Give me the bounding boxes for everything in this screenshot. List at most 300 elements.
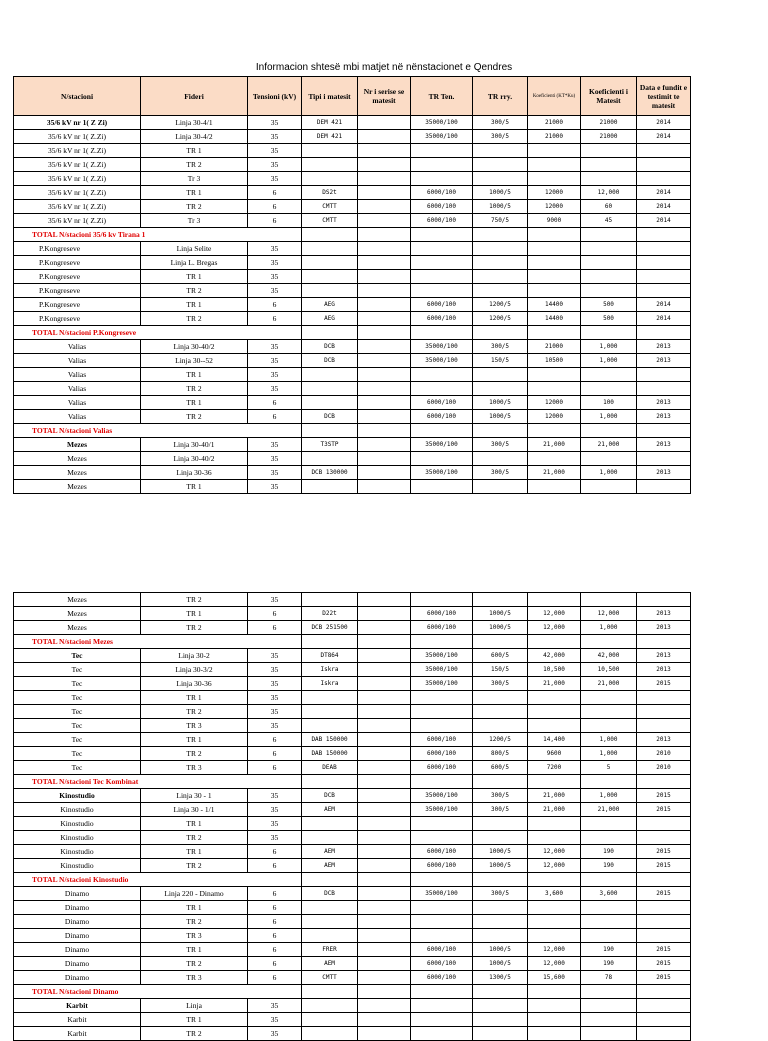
- total-empty-cell: [528, 326, 581, 340]
- cell-tipi-matesit: [302, 396, 358, 410]
- cell-tr-rry: [473, 172, 528, 186]
- cell-nr-serise: [358, 803, 411, 817]
- cell-koeficienti-matesit: 190: [581, 943, 637, 957]
- cell-nstacioni: Valias: [14, 368, 141, 382]
- total-empty-cell: [528, 424, 581, 438]
- cell-koeficienti: 42,000: [528, 649, 581, 663]
- cell-tr-ten: 6000/100: [411, 943, 473, 957]
- cell-koeficienti: 12,000: [528, 845, 581, 859]
- cell-tipi-matesit: [302, 270, 358, 284]
- header-row: [14, 77, 691, 116]
- cell-tr-rry: 1000/5: [473, 410, 528, 424]
- cell-tensioni: 6: [248, 971, 302, 985]
- cell-tr-rry: [473, 817, 528, 831]
- cell-tr-rry: 300/5: [473, 789, 528, 803]
- cell-tr-rry: [473, 452, 528, 466]
- cell-fideri: TR 2: [141, 312, 248, 326]
- cell-tipi-matesit: AEM: [302, 859, 358, 873]
- cell-nstacioni: Valias: [14, 410, 141, 424]
- cell-tr-ten: [411, 172, 473, 186]
- cell-tr-ten: 6000/100: [411, 733, 473, 747]
- cell-tensioni: 35: [248, 116, 302, 130]
- cell-nr-serise: [358, 256, 411, 270]
- header-data-testimit: Data e fundit e testimit te matesit: [637, 77, 691, 116]
- cell-tr-rry: [473, 901, 528, 915]
- table-row: [14, 957, 691, 971]
- cell-tr-rry: 300/5: [473, 340, 528, 354]
- total-empty-cell: [302, 985, 358, 999]
- cell-koeficienti: 12000: [528, 396, 581, 410]
- cell-koeficienti-matesit: 1,000: [581, 340, 637, 354]
- cell-koeficienti-matesit: 5: [581, 761, 637, 775]
- cell-fideri: TR 2: [141, 859, 248, 873]
- cell-nstacioni: P.Kongreseve: [14, 270, 141, 284]
- table-row: [14, 256, 691, 270]
- cell-koeficienti-matesit: 21000: [581, 116, 637, 130]
- cell-fideri: TR 2: [141, 747, 248, 761]
- cell-tr-rry: 1200/5: [473, 298, 528, 312]
- header-nstacioni: N/stacioni: [14, 77, 141, 116]
- cell-tensioni: 6: [248, 298, 302, 312]
- cell-nstacioni: Mezes: [14, 607, 141, 621]
- cell-tr-ten: [411, 593, 473, 607]
- cell-nr-serise: [358, 929, 411, 943]
- cell-tr-rry: [473, 1013, 528, 1027]
- cell-nstacioni: Tec: [14, 663, 141, 677]
- table-row: [14, 943, 691, 957]
- cell-koeficienti-matesit: [581, 901, 637, 915]
- cell-tr-ten: [411, 929, 473, 943]
- cell-tr-rry: 300/5: [473, 887, 528, 901]
- cell-koeficienti: 15,600: [528, 971, 581, 985]
- total-label: TOTAL N/stacioni 35/6 kv Tirana 1: [14, 228, 302, 242]
- cell-nr-serise: [358, 999, 411, 1013]
- total-empty-cell: [473, 424, 528, 438]
- cell-koeficienti: [528, 270, 581, 284]
- cell-fideri: TR 1: [141, 943, 248, 957]
- cell-nr-serise: [358, 410, 411, 424]
- cell-fideri: Linja 30 - 1: [141, 789, 248, 803]
- cell-nr-serise: [358, 607, 411, 621]
- cell-data-testimit: [637, 144, 691, 158]
- cell-koeficienti-matesit: 1,000: [581, 621, 637, 635]
- cell-data-testimit: 2015: [637, 859, 691, 873]
- cell-tensioni: 35: [248, 803, 302, 817]
- total-empty-cell: [637, 985, 691, 999]
- cell-koeficienti-matesit: [581, 1027, 637, 1041]
- cell-tipi-matesit: DEAB: [302, 761, 358, 775]
- total-empty-cell: [473, 985, 528, 999]
- cell-fideri: Linja 30-40/2: [141, 340, 248, 354]
- cell-koeficienti: 14400: [528, 298, 581, 312]
- total-empty-cell: [411, 326, 473, 340]
- cell-tr-ten: 6000/100: [411, 761, 473, 775]
- cell-koeficienti-matesit: [581, 452, 637, 466]
- cell-tensioni: 35: [248, 368, 302, 382]
- table-row: [14, 130, 691, 144]
- cell-tensioni: 35: [248, 677, 302, 691]
- cell-tr-rry: 300/5: [473, 130, 528, 144]
- cell-data-testimit: 2013: [637, 410, 691, 424]
- cell-fideri: TR 2: [141, 593, 248, 607]
- cell-tipi-matesit: DCB: [302, 410, 358, 424]
- cell-tensioni: 6: [248, 901, 302, 915]
- cell-tensioni: 35: [248, 354, 302, 368]
- total-empty-cell: [581, 228, 637, 242]
- table-row: [14, 971, 691, 985]
- cell-nstacioni: 35/6 kV nr 1( Z.Zi): [14, 158, 141, 172]
- cell-nr-serise: [358, 677, 411, 691]
- cell-data-testimit: [637, 1027, 691, 1041]
- cell-koeficienti-matesit: [581, 144, 637, 158]
- cell-tensioni: 35: [248, 649, 302, 663]
- cell-tr-ten: [411, 452, 473, 466]
- cell-tr-ten: [411, 999, 473, 1013]
- cell-tr-ten: 35000/100: [411, 803, 473, 817]
- cell-tensioni: 6: [248, 200, 302, 214]
- cell-tr-ten: 35000/100: [411, 116, 473, 130]
- cell-data-testimit: [637, 831, 691, 845]
- cell-koeficienti-matesit: 190: [581, 845, 637, 859]
- table-row: [14, 312, 691, 326]
- cell-koeficienti-matesit: 78: [581, 971, 637, 985]
- cell-nr-serise: [358, 368, 411, 382]
- cell-nstacioni: 35/6 kV nr 1( Z Zi): [14, 116, 141, 130]
- cell-tensioni: 6: [248, 859, 302, 873]
- cell-tipi-matesit: [302, 172, 358, 186]
- cell-data-testimit: [637, 593, 691, 607]
- cell-tr-rry: [473, 691, 528, 705]
- cell-koeficienti-matesit: [581, 817, 637, 831]
- cell-tr-ten: 6000/100: [411, 621, 473, 635]
- cell-koeficienti-matesit: 190: [581, 957, 637, 971]
- table-row: [14, 158, 691, 172]
- cell-koeficienti: 21,000: [528, 789, 581, 803]
- cell-nr-serise: [358, 733, 411, 747]
- cell-nstacioni: P.Kongreseve: [14, 284, 141, 298]
- cell-tensioni: 6: [248, 396, 302, 410]
- cell-tensioni: 6: [248, 312, 302, 326]
- cell-nstacioni: 35/6 kV nr 1( Z.Zi): [14, 186, 141, 200]
- cell-fideri: TR 1: [141, 691, 248, 705]
- cell-nstacioni: Tec: [14, 691, 141, 705]
- cell-tensioni: 6: [248, 887, 302, 901]
- table-row: [14, 817, 691, 831]
- cell-koeficienti-matesit: 21,000: [581, 677, 637, 691]
- cell-tensioni: 35: [248, 1013, 302, 1027]
- cell-tensioni: 6: [248, 607, 302, 621]
- cell-tipi-matesit: AEM: [302, 845, 358, 859]
- table-row: [14, 396, 691, 410]
- cell-koeficienti-matesit: 42,000: [581, 649, 637, 663]
- cell-koeficienti: [528, 831, 581, 845]
- cell-fideri: TR 1: [141, 901, 248, 915]
- cell-data-testimit: 2013: [637, 663, 691, 677]
- cell-koeficienti: [528, 480, 581, 494]
- cell-tr-rry: 800/5: [473, 747, 528, 761]
- cell-tr-ten: 35000/100: [411, 466, 473, 480]
- cell-tr-rry: 600/5: [473, 761, 528, 775]
- cell-koeficienti-matesit: [581, 270, 637, 284]
- table-row: [14, 607, 691, 621]
- cell-tipi-matesit: DCB 251500: [302, 621, 358, 635]
- table-row: [14, 438, 691, 452]
- cell-tipi-matesit: DCB 130000: [302, 466, 358, 480]
- cell-tipi-matesit: [302, 158, 358, 172]
- cell-data-testimit: [637, 817, 691, 831]
- cell-tr-rry: [473, 382, 528, 396]
- total-empty-cell: [473, 775, 528, 789]
- table-row: [14, 845, 691, 859]
- table-row: [14, 172, 691, 186]
- cell-fideri: Linja Selite: [141, 242, 248, 256]
- cell-koeficienti-matesit: [581, 999, 637, 1013]
- cell-tr-rry: 1300/5: [473, 971, 528, 985]
- total-empty-cell: [411, 424, 473, 438]
- cell-data-testimit: 2010: [637, 761, 691, 775]
- cell-koeficienti: 9600: [528, 747, 581, 761]
- cell-nstacioni: Dinamo: [14, 915, 141, 929]
- total-empty-cell: [581, 635, 637, 649]
- cell-tr-ten: [411, 480, 473, 494]
- cell-tr-rry: 300/5: [473, 438, 528, 452]
- cell-koeficienti-matesit: [581, 831, 637, 845]
- cell-tensioni: 6: [248, 214, 302, 228]
- cell-koeficienti-matesit: 500: [581, 312, 637, 326]
- cell-koeficienti-matesit: [581, 382, 637, 396]
- cell-tr-ten: 6000/100: [411, 971, 473, 985]
- cell-data-testimit: [637, 382, 691, 396]
- cell-fideri: TR 1: [141, 298, 248, 312]
- cell-nstacioni: Kinostudio: [14, 831, 141, 845]
- cell-koeficienti-matesit: [581, 242, 637, 256]
- cell-fideri: TR 2: [141, 831, 248, 845]
- cell-koeficienti-matesit: 1,000: [581, 747, 637, 761]
- cell-fideri: TR 2: [141, 382, 248, 396]
- cell-tr-rry: [473, 929, 528, 943]
- cell-koeficienti-matesit: 60: [581, 200, 637, 214]
- cell-nstacioni: Dinamo: [14, 929, 141, 943]
- cell-koeficienti: [528, 1013, 581, 1027]
- cell-nr-serise: [358, 116, 411, 130]
- cell-koeficienti: 10500: [528, 354, 581, 368]
- cell-tensioni: 35: [248, 256, 302, 270]
- cell-nr-serise: [358, 354, 411, 368]
- cell-fideri: TR 1: [141, 186, 248, 200]
- cell-fideri: TR 2: [141, 705, 248, 719]
- header-koeficienti: Koeficienti (KT*Ku): [528, 77, 581, 116]
- cell-koeficienti: [528, 1027, 581, 1041]
- cell-data-testimit: [637, 999, 691, 1013]
- total-empty-cell: [302, 424, 358, 438]
- cell-tr-rry: [473, 256, 528, 270]
- cell-nr-serise: [358, 831, 411, 845]
- cell-fideri: TR 1: [141, 480, 248, 494]
- cell-nr-serise: [358, 382, 411, 396]
- total-empty-cell: [473, 326, 528, 340]
- table-row: [14, 747, 691, 761]
- cell-tr-rry: [473, 480, 528, 494]
- cell-koeficienti-matesit: [581, 1013, 637, 1027]
- cell-nstacioni: P.Kongreseve: [14, 312, 141, 326]
- cell-nr-serise: [358, 340, 411, 354]
- cell-fideri: TR 1: [141, 607, 248, 621]
- cell-fideri: TR 3: [141, 719, 248, 733]
- cell-tipi-matesit: T3STP: [302, 438, 358, 452]
- cell-tr-ten: [411, 158, 473, 172]
- cell-tensioni: 6: [248, 943, 302, 957]
- cell-koeficienti: 21000: [528, 340, 581, 354]
- cell-data-testimit: 2013: [637, 466, 691, 480]
- cell-data-testimit: 2014: [637, 214, 691, 228]
- table-row: [14, 649, 691, 663]
- cell-tr-ten: 6000/100: [411, 747, 473, 761]
- table-row: [14, 733, 691, 747]
- cell-nr-serise: [358, 214, 411, 228]
- table-row: [14, 382, 691, 396]
- cell-tr-ten: 6000/100: [411, 957, 473, 971]
- cell-tr-rry: 1000/5: [473, 943, 528, 957]
- cell-tensioni: 35: [248, 438, 302, 452]
- cell-tensioni: 6: [248, 186, 302, 200]
- cell-fideri: TR 2: [141, 158, 248, 172]
- cell-nr-serise: [358, 130, 411, 144]
- cell-tr-rry: [473, 242, 528, 256]
- total-empty-cell: [302, 873, 358, 887]
- cell-tipi-matesit: [302, 144, 358, 158]
- cell-koeficienti-matesit: [581, 158, 637, 172]
- cell-tipi-matesit: [302, 1027, 358, 1041]
- cell-data-testimit: 2015: [637, 957, 691, 971]
- cell-fideri: TR 1: [141, 1013, 248, 1027]
- header-tr-rry: TR rry.: [473, 77, 528, 116]
- cell-koeficienti: [528, 172, 581, 186]
- cell-nstacioni: Mezes: [14, 593, 141, 607]
- page-title: Informacion shtesë mbi matjet në nënstacionet e Qendres: [255, 62, 513, 73]
- cell-nr-serise: [358, 915, 411, 929]
- cell-nr-serise: [358, 663, 411, 677]
- cell-tensioni: 35: [248, 284, 302, 298]
- table-row: [14, 915, 691, 929]
- table-row: [14, 186, 691, 200]
- cell-fideri: Linja 220 - Dinamo: [141, 887, 248, 901]
- header-fideri: Fideri: [141, 77, 248, 116]
- total-empty-cell: [528, 635, 581, 649]
- cell-nr-serise: [358, 705, 411, 719]
- cell-nr-serise: [358, 200, 411, 214]
- cell-nstacioni: Mezes: [14, 466, 141, 480]
- cell-koeficienti: [528, 144, 581, 158]
- cell-nr-serise: [358, 593, 411, 607]
- total-empty-cell: [581, 326, 637, 340]
- total-row: [14, 985, 691, 999]
- table-row: [14, 466, 691, 480]
- table-row: [14, 929, 691, 943]
- total-label: TOTAL N/stacioni Dinamo: [14, 985, 302, 999]
- table-row: [14, 1013, 691, 1027]
- cell-nr-serise: [358, 719, 411, 733]
- header-tr-ten: TR Ten.: [411, 77, 473, 116]
- cell-tr-ten: 35000/100: [411, 677, 473, 691]
- table-row: [14, 410, 691, 424]
- cell-nstacioni: Valias: [14, 396, 141, 410]
- cell-data-testimit: 2014: [637, 186, 691, 200]
- total-empty-cell: [473, 228, 528, 242]
- cell-data-testimit: [637, 1013, 691, 1027]
- cell-fideri: Tr 3: [141, 172, 248, 186]
- cell-koeficienti-matesit: 12,000: [581, 607, 637, 621]
- table-row: [14, 691, 691, 705]
- cell-data-testimit: [637, 719, 691, 733]
- cell-tr-rry: [473, 915, 528, 929]
- cell-nstacioni: 35/6 kV nr 1( Z.Zi): [14, 200, 141, 214]
- cell-tensioni: 35: [248, 270, 302, 284]
- cell-tr-ten: [411, 719, 473, 733]
- cell-data-testimit: 2013: [637, 649, 691, 663]
- cell-koeficienti-matesit: 1,000: [581, 466, 637, 480]
- cell-nstacioni: Valias: [14, 354, 141, 368]
- cell-nstacioni: Tec: [14, 719, 141, 733]
- cell-nr-serise: [358, 466, 411, 480]
- cell-tr-rry: 150/5: [473, 663, 528, 677]
- total-row: [14, 228, 691, 242]
- header-nr-serise: Nr i serise se matesit: [358, 77, 411, 116]
- cell-nr-serise: [358, 943, 411, 957]
- cell-data-testimit: 2014: [637, 116, 691, 130]
- cell-data-testimit: [637, 705, 691, 719]
- cell-tr-ten: 35000/100: [411, 130, 473, 144]
- cell-nr-serise: [358, 144, 411, 158]
- cell-tensioni: 35: [248, 831, 302, 845]
- cell-tr-ten: 35000/100: [411, 438, 473, 452]
- total-label: TOTAL N/stacioni Mezes: [14, 635, 302, 649]
- cell-data-testimit: 2014: [637, 200, 691, 214]
- cell-data-testimit: [637, 172, 691, 186]
- cell-tensioni: 35: [248, 719, 302, 733]
- cell-data-testimit: 2015: [637, 971, 691, 985]
- cell-koeficienti: [528, 242, 581, 256]
- header-koeficienti-matesit: Koeficienti i Matesit: [581, 77, 637, 116]
- cell-nr-serise: [358, 452, 411, 466]
- cell-tr-ten: 6000/100: [411, 312, 473, 326]
- cell-nstacioni: Dinamo: [14, 971, 141, 985]
- table-row: [14, 677, 691, 691]
- cell-nr-serise: [358, 172, 411, 186]
- cell-data-testimit: 2015: [637, 943, 691, 957]
- cell-koeficienti: 10,500: [528, 663, 581, 677]
- total-empty-cell: [411, 635, 473, 649]
- cell-tr-rry: 300/5: [473, 677, 528, 691]
- cell-nstacioni: Tec: [14, 705, 141, 719]
- cell-data-testimit: 2015: [637, 803, 691, 817]
- cell-nr-serise: [358, 789, 411, 803]
- table-row: [14, 368, 691, 382]
- cell-koeficienti-matesit: 21,000: [581, 438, 637, 452]
- cell-koeficienti-matesit: 500: [581, 298, 637, 312]
- cell-koeficienti: 9000: [528, 214, 581, 228]
- table-row: [14, 831, 691, 845]
- cell-koeficienti: 3,600: [528, 887, 581, 901]
- cell-koeficienti: [528, 901, 581, 915]
- cell-nstacioni: Valias: [14, 382, 141, 396]
- cell-tr-ten: [411, 368, 473, 382]
- measurements-table-2: [13, 592, 691, 1041]
- cell-tipi-matesit: [302, 999, 358, 1013]
- cell-tr-ten: 35000/100: [411, 789, 473, 803]
- total-empty-cell: [358, 424, 411, 438]
- cell-tensioni: 35: [248, 1027, 302, 1041]
- cell-tensioni: 6: [248, 747, 302, 761]
